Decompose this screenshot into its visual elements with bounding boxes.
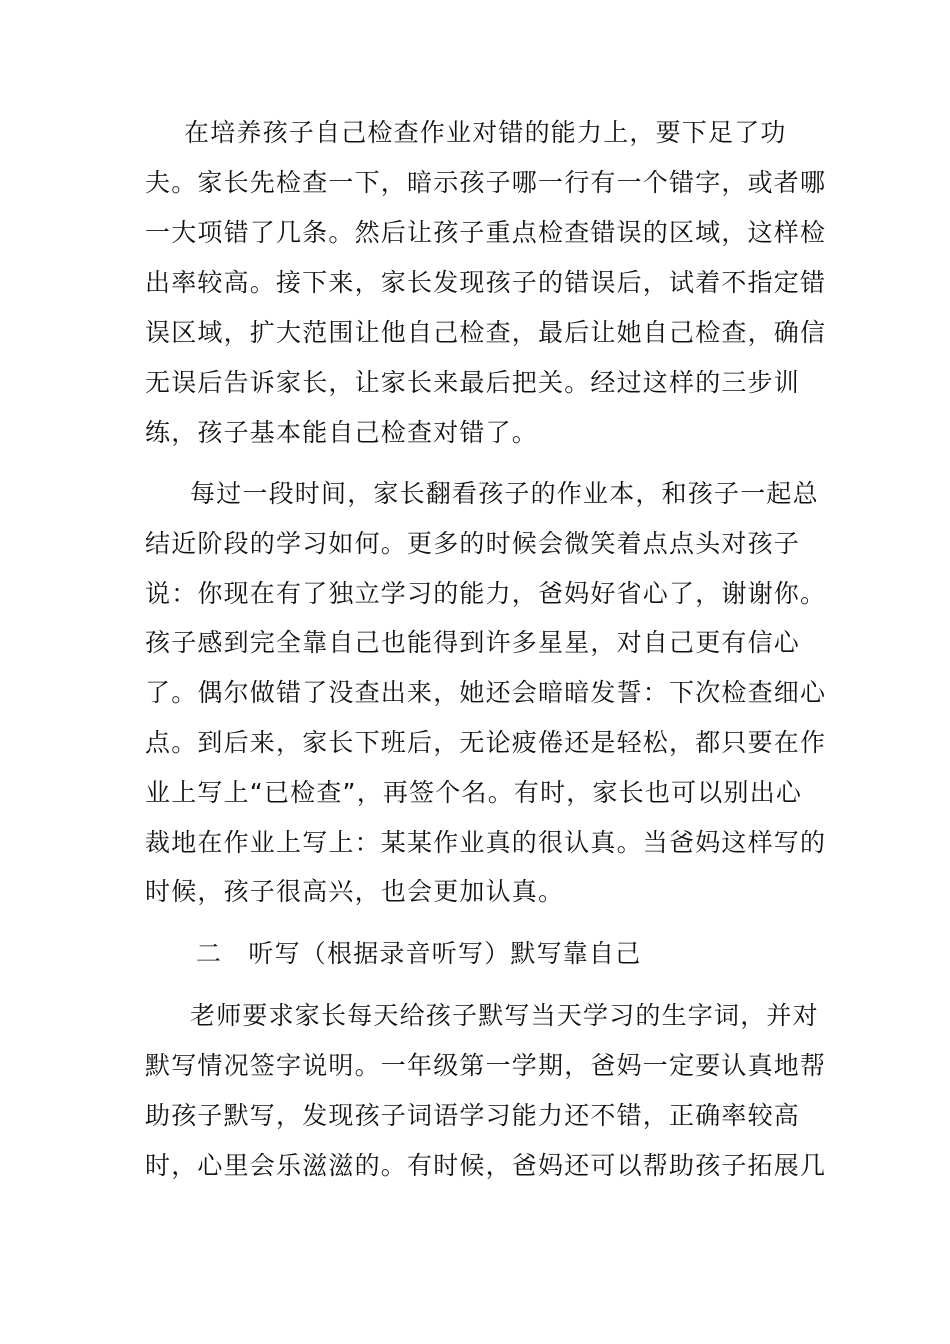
paragraph-2-line-3: 说：你现在有了独立学习的能力，爸妈好省心了，谢谢你。 <box>145 579 827 608</box>
paragraph-2-line-5: 了。偶尔做错了没查出来，她还会暗暗发誓：下次检查细心 <box>145 678 827 707</box>
paragraph-3-line-2: 默写情况签字说明。一年级第一学期，爸妈一定要认真地帮 <box>145 1051 827 1080</box>
paragraph-2-line-6: 点。到后来，家长下班后，无论疲倦还是轻松，都只要在作 <box>145 728 827 757</box>
paragraph-1-line-7: 练，孩子基本能自己检查对错了。 <box>145 418 539 447</box>
paragraph-2-line-4: 孩子感到完全靠自己也能得到许多星星，对自己更有信心 <box>145 628 801 657</box>
paragraph-2-line-7: 业上写上“已检查”，再签个名。有时，家长也可以别出心 <box>145 778 803 807</box>
paragraph-1-line-4: 出率较高。接下来，家长发现孩子的错误后，试着不指定错 <box>145 268 827 297</box>
section-heading: 二 听写（根据录音听写）默写靠自己 <box>196 939 642 968</box>
paragraph-2-line-9: 时候，孩子很高兴，也会更加认真。 <box>145 877 565 906</box>
paragraph-1-line-6: 无误后告诉家长，让家长来最后把关。经过这样的三步训 <box>145 368 801 397</box>
paragraph-3-line-4: 时，心里会乐滋滋的。有时候，爸妈还可以帮助孩子拓展几 <box>145 1151 827 1180</box>
paragraph-1-line-2: 夫。家长先检查一下，暗示孩子哪一行有一个错字，或者哪 <box>145 168 827 197</box>
paragraph-3-line-3: 助孩子默写，发现孩子词语学习能力还不错，正确率较高 <box>145 1101 801 1130</box>
paragraph-2-line-2: 结近阶段的学习如何。更多的时候会微笑着点点头对孩子 <box>145 529 801 558</box>
paragraph-1-line-3: 一大项错了几条。然后让孩子重点检查错误的区域，这样检 <box>145 218 827 247</box>
paragraph-2-line-8: 裁地在作业上写上：某某作业真的很认真。当爸妈这样写的 <box>145 828 827 857</box>
paragraph-1-line-1: 在培养孩子自己检查作业对错的能力上，要下足了功 <box>184 118 787 147</box>
paragraph-2-line-1: 每过一段时间，家长翻看孩子的作业本，和孩子一起总 <box>190 479 819 508</box>
paragraph-3-line-1: 老师要求家长每天给孩子默写当天学习的生字词，并对 <box>190 1001 819 1030</box>
paragraph-1-line-5: 误区域，扩大范围让他自己检查，最后让她自己检查，确信 <box>145 318 827 347</box>
